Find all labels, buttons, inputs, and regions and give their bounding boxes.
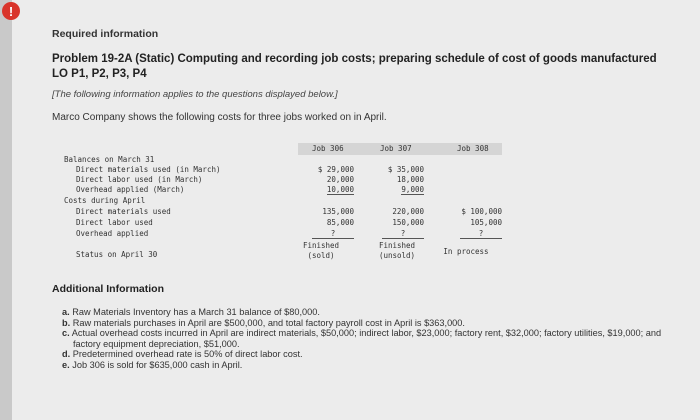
left-edge-bar [0,0,12,420]
status-job-306: Finished (sold) [302,241,340,260]
cell-value: $ 29,000 [317,165,354,174]
status-label: Status on April 30 [76,250,158,259]
row-label: Costs during April [64,196,146,205]
row-label: Direct labor used [76,218,153,227]
additional-information [52,283,682,370]
header-job-308: Job 308 [457,144,489,153]
row-label: Overhead applied (March) [76,185,185,194]
row-label: Balances on March 31 [64,155,155,164]
list-item: a. Raw Materials Inventory has a March 31 balance of $80,000. [62,307,320,317]
list-item: e. Job 306 is sold for $635,000 cash in April. [62,359,243,370]
required-information-label: Required information [52,28,159,40]
cell-value: ? [460,229,502,239]
cell-value: 85,000 [326,218,354,227]
header-job-307: Job 307 [380,144,412,153]
row-label: Direct labor used (in March) [76,175,203,184]
cell-value: 220,000 [392,207,424,216]
list-item: c. Actual overhead costs incurred in April are indirect materials, $50,000; indirect labor, $23,000; factory rent, $32,000; factory utilities, $19,000; and factory equipment depreciation, $51,000. [62,328,662,349]
status-job-308: In process [443,247,489,256]
cell-value: $ 100,000 [461,207,502,216]
additional-list [52,307,682,370]
instruction-note: [The following information applies to the questions displayed below.] [52,89,338,100]
cell-value: ? [382,229,424,239]
alert-icon[interactable]: ! [2,2,20,20]
cell-value: 150,000 [392,218,424,227]
row-label: Direct materials used (in March) [76,165,221,174]
row-label: Overhead applied [76,229,149,238]
cell-value: 20,000 [326,175,354,184]
cell-value: $ 35,000 [387,165,424,174]
cell-value: 9,000 [401,185,424,194]
list-item: b. Raw materials purchases in April are $500,000, and total factory payroll cost in April is $363,000. [62,317,465,328]
cell-value: 105,000 [470,218,502,227]
status-job-307: Finished (unsold) [378,241,416,260]
job-costs-table [60,143,502,275]
cell-value: 18,000 [396,175,424,184]
cell-value: 10,000 [326,185,354,194]
header-job-306: Job 306 [312,144,344,153]
cell-value: ? [312,229,354,239]
intro-text: Marco Company shows the following costs for three jobs worked on in April. [52,112,387,123]
additional-heading: Additional Information [52,283,164,295]
problem-header [52,28,672,135]
list-item: d. Predetermined overhead rate is 50% of direct labor cost. [62,349,303,359]
problem-title: Problem 19-2A (Static) Computing and recording job costs; preparing schedule of cost of goods manufactured LO P1, P2, P3, P4 [52,53,657,80]
cell-value: 135,000 [322,207,354,216]
row-label: Direct materials used [76,207,171,216]
